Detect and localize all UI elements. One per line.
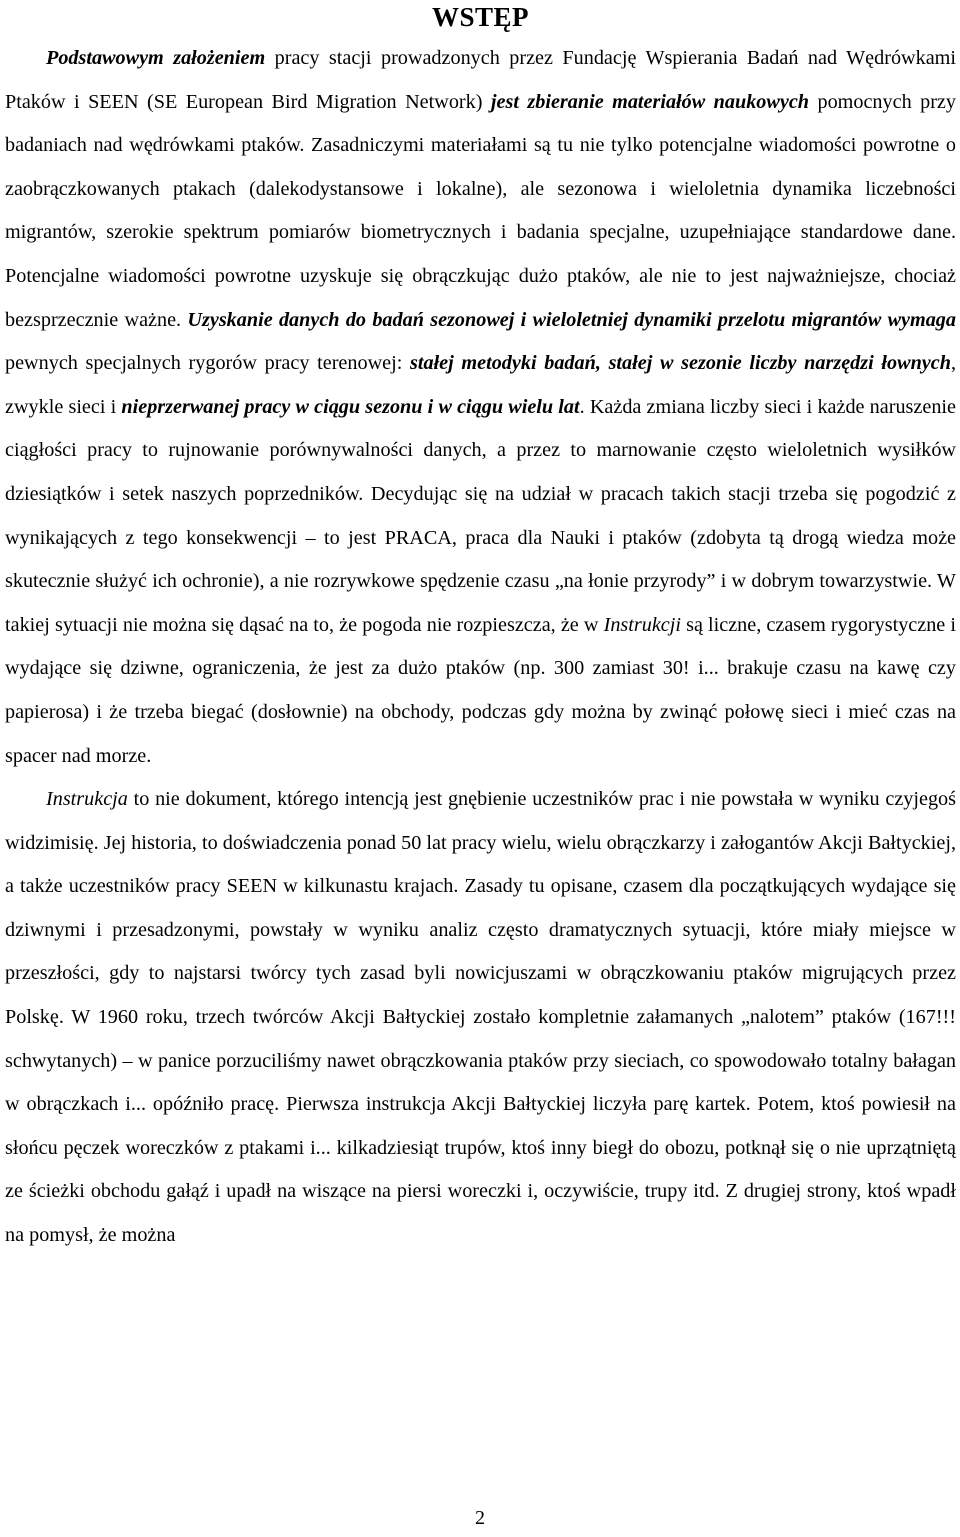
text-run: stałej metodyki badań, stałej w sezonie liczby narzędzi łownych — [410, 352, 951, 375]
text-run: pewnych specjalnych rygorów pracy terenowej: — [5, 352, 411, 375]
text-run: , zwykle sieci i — [5, 352, 956, 418]
text-run: pracy stacji prowadzonych przez Fundację Wspierania Badań nad Wędrówkami Ptaków i SEEN (SE European Bird Migration Network) — [5, 47, 956, 113]
text-run: Instrukcji — [603, 613, 681, 636]
paragraph-1 — [5, 37, 956, 778]
text-run: Uzyskanie danych do badań sezonowej i wieloletniej dynamiki przelotu migrantów wymaga — [187, 308, 956, 331]
text-run: to nie dokument, którego intencją jest gnębienie uczestników prac i nie powstała w wyniku czyjegoś widzimisię. Jej historia, to doświadczenia ponad 50 lat pracy wielu, wielu obrączkarzy i załogantów Akcji Bałtyckiej, a także uczestników pracy SEEN w kilkunastu krajach. Zasady tu opisane, czasem dla początkujących wydające się dziwnymi i przesadzonymi, powstały w wyniku analiz często dramatycznych sytuacji, które miały miejsce w przeszłości, gdy to najstarsi twórcy tych zasad byli nowicjuszami w obrączkowaniu ptaków migrujących przez Polskę. W 1960 roku, trzech twórców Akcji Bałtyckiej zostało kompletnie załamanych „nalotem” ptaków (167!!! schwytanych) – w panice porzuciliśmy nawet obrączkowania ptaków przy sieciach, co spowodowało totalny bałagan w obrączkach i... opóźniło pracę. Pierwsza instrukcja Akcji Bałtyckiej liczyła parę kartek. Potem, ktoś powiesił na słońcu pęczek woreczków z ptakami i... kilkadziesiąt trupów, ktoś inny biegł do obozu, potknął się o nie uprzątniętą ze ścieżki obchodu gałąź i upadł na wiszące na piersi woreczki i, oczywiście, trupy itd. Z drugiej strony, ktoś wpadł na pomysł, że można — [5, 788, 956, 1247]
text-run: Instrukcja — [46, 788, 128, 811]
text-run: . Każda zmiana liczby sieci i każde naruszenie ciągłości pracy to rujnowanie porównywalności danych, a przez to marnowanie często wieloletnich wysiłków dziesiątków i setek naszych poprzedników. Decydując się na udział w pracach takich stacji trzeba się pogodzić z wynikających z tego konsekwencji – to jest PRACA, praca dla Nauki i ptaków (zdobyta tą drogą wiedza może skutecznie służyć ich ochronie), a nie rozrywkowe spędzenie czasu „na łonie przyrody” i w dobrym towarzystwie. W takiej sytuacji nie można się dąsać na to, że pogoda nie rozpieszcza, że w — [5, 395, 956, 636]
text-run: są liczne, czasem rygorystyczne i wydające się dziwne, ograniczenia, że jest za dużo ptaków (np. 300 zamiast 30! i... brakuje czasu na kawę czy papierosa) i że trzeba biegać (dosłownie) na obchody, podczas gdy można by zwinąć połowę sieci i mieć czas na spacer nad morze. — [5, 613, 957, 767]
text-run: jest zbieranie materiałów naukowych — [490, 90, 810, 113]
page-title: WSTĘP — [431, 2, 530, 32]
page-number: 2 — [475, 1507, 485, 1529]
text-run: nieprzerwanej pracy w ciągu sezonu i w ciągu wielu lat — [121, 395, 580, 418]
paragraph-2 — [5, 778, 956, 1258]
text-run: pomocnych przy badaniach nad wędrówkami ptaków. Zasadniczymi materiałami są tu nie tylko potencjalne wiadomości powrotne o zaobrączkowanych ptakach (dalekodystansowe i lokalne), ale sezonowa i wieloletnia dynamika liczebności migrantów, szerokie spektrum pomiarów biometrycznych i badania specjalne, uzupełniające standardowe dane. Potencjalne wiadomości powrotne uzyskuje się obrączkując dużo ptaków, ale nie to jest najważniejsze, chociaż bezsprzecznie ważne. — [5, 90, 956, 331]
text-run: Podstawowym założeniem — [46, 47, 266, 69]
